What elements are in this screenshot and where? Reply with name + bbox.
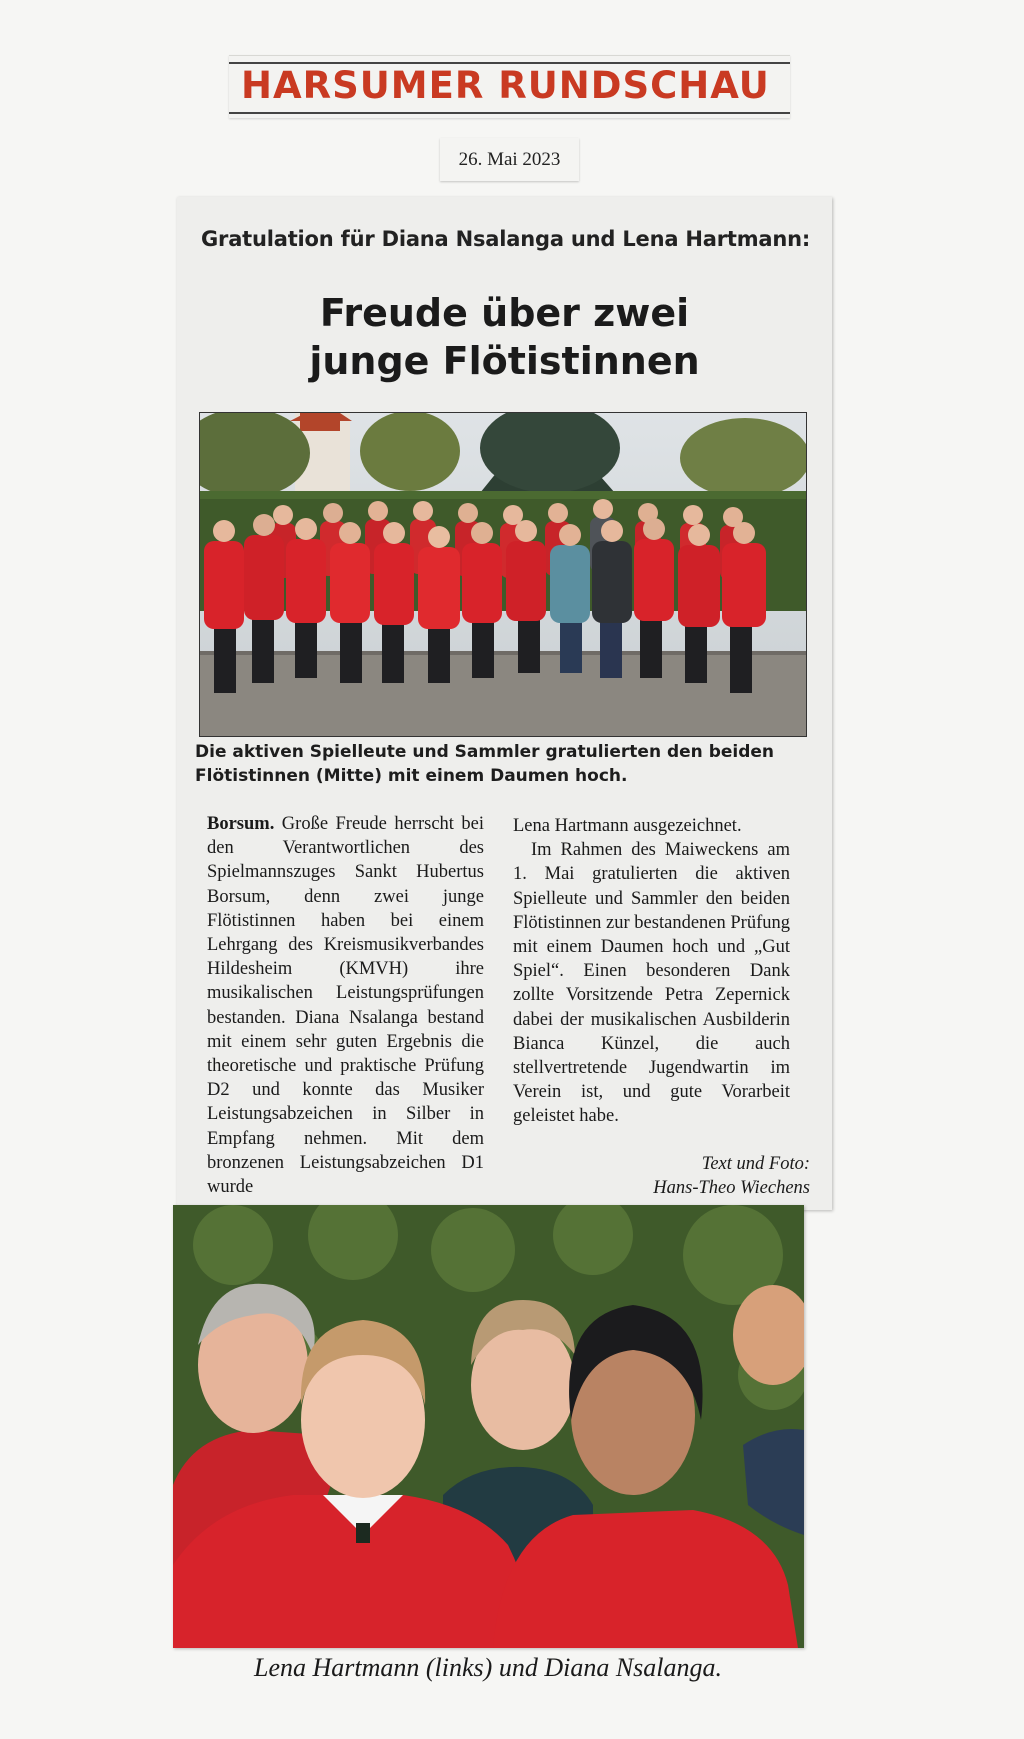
article-credit (653, 1152, 810, 1200)
article-body-right-column (513, 814, 790, 1129)
article-headline (177, 289, 832, 385)
article-body-right-2: Im Rahmen des Maiweckens am 1. Mai gratulierten die aktiven Spielleute und Sammler den beiden Flötistinnen zur bestandenen Prüfung mit einem Daumen hoch und „Gut Spiel“. Einen besonderen Dank zollte Vorsitzende Petra Zepernick dabei der musikalischen Ausbilderin Bianca Künzel, die auch stellvertretende Jugendwartin im Verein ist, und gute Vorarbeit geleistet habe. (513, 840, 790, 1127)
masthead-bottom-rule (229, 112, 790, 114)
portrait-illustration (173, 1205, 804, 1648)
group-photo (199, 412, 807, 737)
masthead-clipping (229, 55, 790, 118)
article-kicker: Gratulation für Diana Nsalanga und Lena Hartmann: (201, 227, 811, 251)
masthead-title: HARSUMER RUNDSCHAU (241, 64, 770, 107)
article-clipping (177, 197, 832, 1210)
headline-line-1: Freude über zwei (319, 291, 690, 335)
headline-line-2: junge Flötistinnen (309, 339, 700, 383)
article-body-left-column (207, 812, 484, 1199)
article-body-right-1: Lena Hartmann ausgezeichnet. (513, 816, 742, 836)
date-clipping: 26. Mai 2023 (440, 138, 579, 181)
article-dateline: Borsum. (207, 814, 275, 834)
group-photo-caption: Die aktiven Spielleute und Sammler gratulierten den beiden Flötistinnen (Mitte) mit einem Daumen hoch. (195, 742, 775, 786)
credit-line-2: Hans-Theo Wiechens (653, 1178, 810, 1198)
article-body-left: Große Freude herrscht bei den Verantwortlichen des Spielmannszuges Sankt Hubertus Borsum, denn zwei junge Flötistinnen haben bei einem Lehrgang des Kreismusikverbandes Hildesheim (KMVH) ihre musikalischen Leistungsprüfungen bestanden. Diana Nsalanga bestand mit einem sehr guten Ergebnis die theoretische und praktische Prüfung D2 und konnte das Musiker Leistungsabzeichen in Silber in Empfang nehmen. Mit dem bronzenen Leistungsabzeichen D1 wurde (207, 814, 484, 1198)
credit-line-1: Text und Foto: (701, 1154, 810, 1174)
group-photo-illustration (200, 413, 806, 736)
portrait-photo (173, 1205, 804, 1648)
portrait-caption: Lena Hartmann (links) und Diana Nsalanga. (254, 1653, 722, 1682)
